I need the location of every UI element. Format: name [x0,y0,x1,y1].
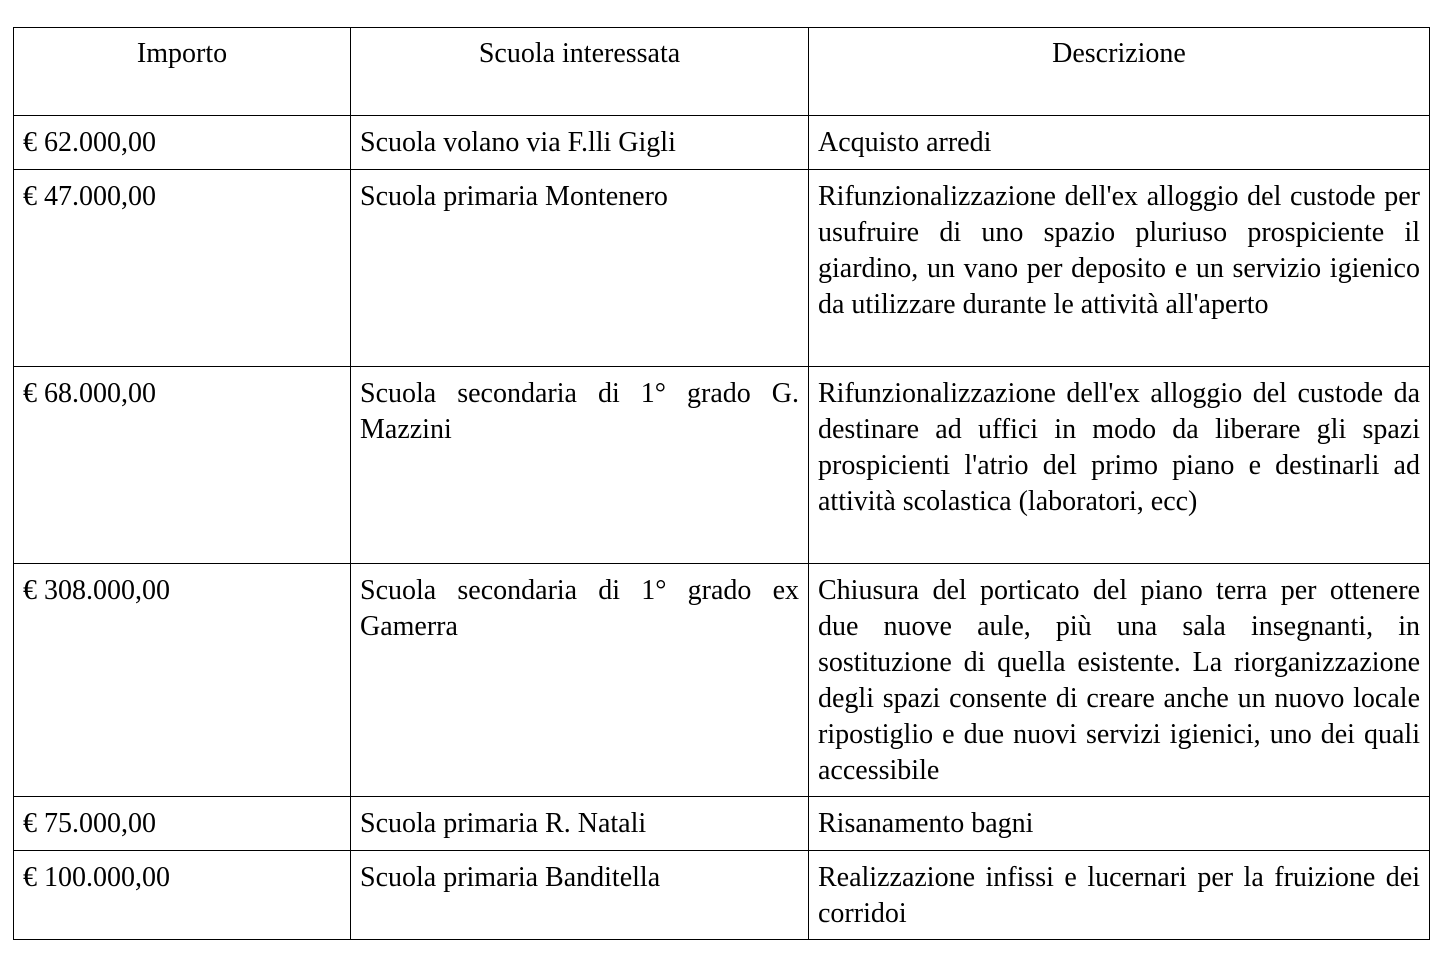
cell-scuola: Scuola primaria Banditella [351,851,809,940]
table-row [14,367,1430,564]
header-row [14,28,1430,116]
cell-scuola: Scuola primaria Montenero [351,170,809,367]
table-row [14,797,1430,851]
cell-descrizione: Acquisto arredi [809,116,1430,170]
table-body [14,116,1430,940]
header-importo: Importo [14,28,351,116]
header-scuola-interessata: Scuola interessata [351,28,809,116]
table-row [14,116,1430,170]
cell-descrizione: Chiusura del porticato del piano terra per ottenere due nuove aule, più una sala insegnanti, in sostituzione di quella esistente. La riorganizzazione degli spazi consente di creare anche un nuovo locale ripostiglio e due nuovi servizi igienici, uno dei quali accessibile [809,564,1430,797]
header-descrizione: Descrizione [809,28,1430,116]
table-header [14,28,1430,116]
cell-scuola: Scuola primaria R. Natali [351,797,809,851]
cell-importo: € 308.000,00 [14,564,351,797]
table-row [14,851,1430,940]
cell-importo: € 47.000,00 [14,170,351,367]
cell-importo: € 75.000,00 [14,797,351,851]
cell-scuola: Scuola volano via F.lli Gigli [351,116,809,170]
cell-scuola: Scuola secondaria di 1° grado ex Gamerra [351,564,809,797]
table-row [14,564,1430,797]
cell-importo: € 62.000,00 [14,116,351,170]
cell-scuola: Scuola secondaria di 1° grado G. Mazzini [351,367,809,564]
cell-descrizione: Risanamento bagni [809,797,1430,851]
cell-descrizione: Rifunzionalizzazione dell'ex alloggio del custode da destinare ad uffici in modo da liberare gli spazi prospicienti l'atrio del primo piano e destinarli ad attività scolastica (laboratori, ecc) [809,367,1430,564]
funding-table [13,27,1430,940]
cell-importo: € 100.000,00 [14,851,351,940]
cell-descrizione: Rifunzionalizzazione dell'ex alloggio del custode per usufruire di uno spazio pluriuso prospiciente il giardino, un vano per deposito e un servizio igienico da utilizzare durante le attività all'aperto [809,170,1430,367]
cell-descrizione: Realizzazione infissi e lucernari per la fruizione dei corridoi [809,851,1430,940]
cell-importo: € 68.000,00 [14,367,351,564]
table-row [14,170,1430,367]
